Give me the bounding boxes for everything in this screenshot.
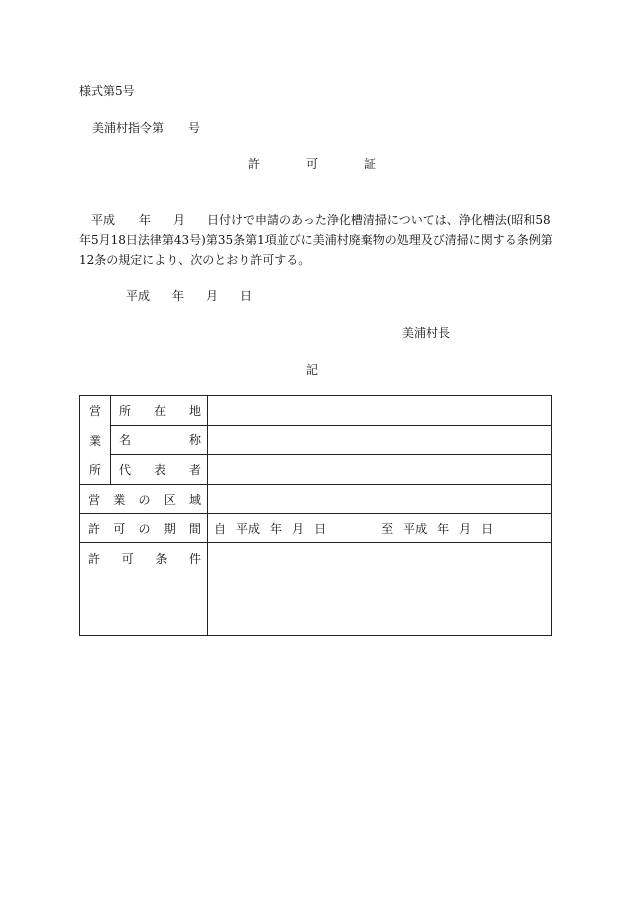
area-value-cell[interactable] [208,485,552,514]
date-month: 月 [206,289,219,303]
area-label-cell [80,485,208,514]
label-char: 者 [188,463,201,478]
label-char: 許 [88,521,101,536]
name-label-cell [111,425,208,455]
label-char: 在 [153,403,166,418]
label-char: 可 [113,521,126,536]
label-char: 代 [119,463,132,478]
label-char: 条 [155,552,168,566]
issue-date-line [126,287,252,304]
label-char: 業 [113,492,126,507]
conditions-label-cell [80,543,208,636]
label-char: 区 [163,492,176,507]
period-value-cell[interactable] [208,514,552,543]
period-from-year: 年 [270,521,283,536]
period-label-cell [80,514,208,543]
date-era: 平成 [126,289,151,303]
label-char: の [138,492,151,507]
table-row [80,455,552,485]
table-row [80,396,552,426]
title-char: 可 [305,157,318,171]
label-char: の [138,521,151,536]
title-char: 許 [248,157,261,171]
label-char: 件 [188,552,201,566]
period-to-month: 月 [459,521,472,536]
address-label-cell [111,396,208,426]
label-char: 表 [153,463,166,478]
permit-body-text [79,210,554,270]
table-row [80,514,552,543]
label-char: 称 [188,433,201,448]
conditions-value-cell[interactable] [208,543,552,636]
label-char: 期 [163,521,176,536]
period-to-era: 平成 [403,521,428,536]
label-char: 域 [188,492,201,507]
designation-suffix: 号 [188,121,201,135]
label-char: 地 [188,403,201,418]
page-title [248,155,376,172]
title-char: 証 [363,157,376,171]
period-to: 至 [381,521,394,536]
permit-details-table [79,395,552,636]
designation-prefix: 美浦村指令第 [92,121,165,135]
ki-marker: 記 [306,363,319,377]
label-char: 営 [88,492,101,507]
table-row [80,425,552,455]
office-char: 所 [88,463,101,477]
body-month-unit: 月 [173,213,186,227]
address-value-cell[interactable] [208,396,552,426]
name-value-cell[interactable] [208,425,552,455]
period-from-era: 平成 [236,521,261,536]
period-from-month: 月 [292,521,305,536]
period-to-year: 年 [437,521,450,536]
designation-line [92,119,200,136]
label-char: 間 [188,521,201,536]
body-era: 平成 [91,213,116,227]
issuer: 美浦村長 [402,326,451,340]
label-char: 名 [119,433,132,448]
period-from-day: 日 [314,521,327,536]
table-row [80,543,552,636]
body-year-unit: 年 [139,213,152,227]
office-group-cell [80,396,111,485]
date-year: 年 [172,289,185,303]
form-number: 様式第5号 [79,84,135,98]
label-char: 可 [121,552,134,566]
label-char: 所 [119,403,132,418]
representative-label-cell [111,455,208,485]
office-char: 営 [88,404,101,418]
office-char: 業 [88,433,101,448]
table-row [80,485,552,514]
date-day: 日 [240,289,253,303]
period-to-day: 日 [481,521,494,536]
period-from: 自 [214,521,227,536]
body-text: 日付けで申請のあった浄化槽清掃については、浄化槽法(昭和58年5月18日法律第43号)第35条第1項並びに美浦村廃棄物の処理及び清掃に関する条例第12条の規定により、次のとおり許可する。 [79,213,553,267]
representative-value-cell[interactable] [208,455,552,485]
label-char: 許 [88,552,101,566]
